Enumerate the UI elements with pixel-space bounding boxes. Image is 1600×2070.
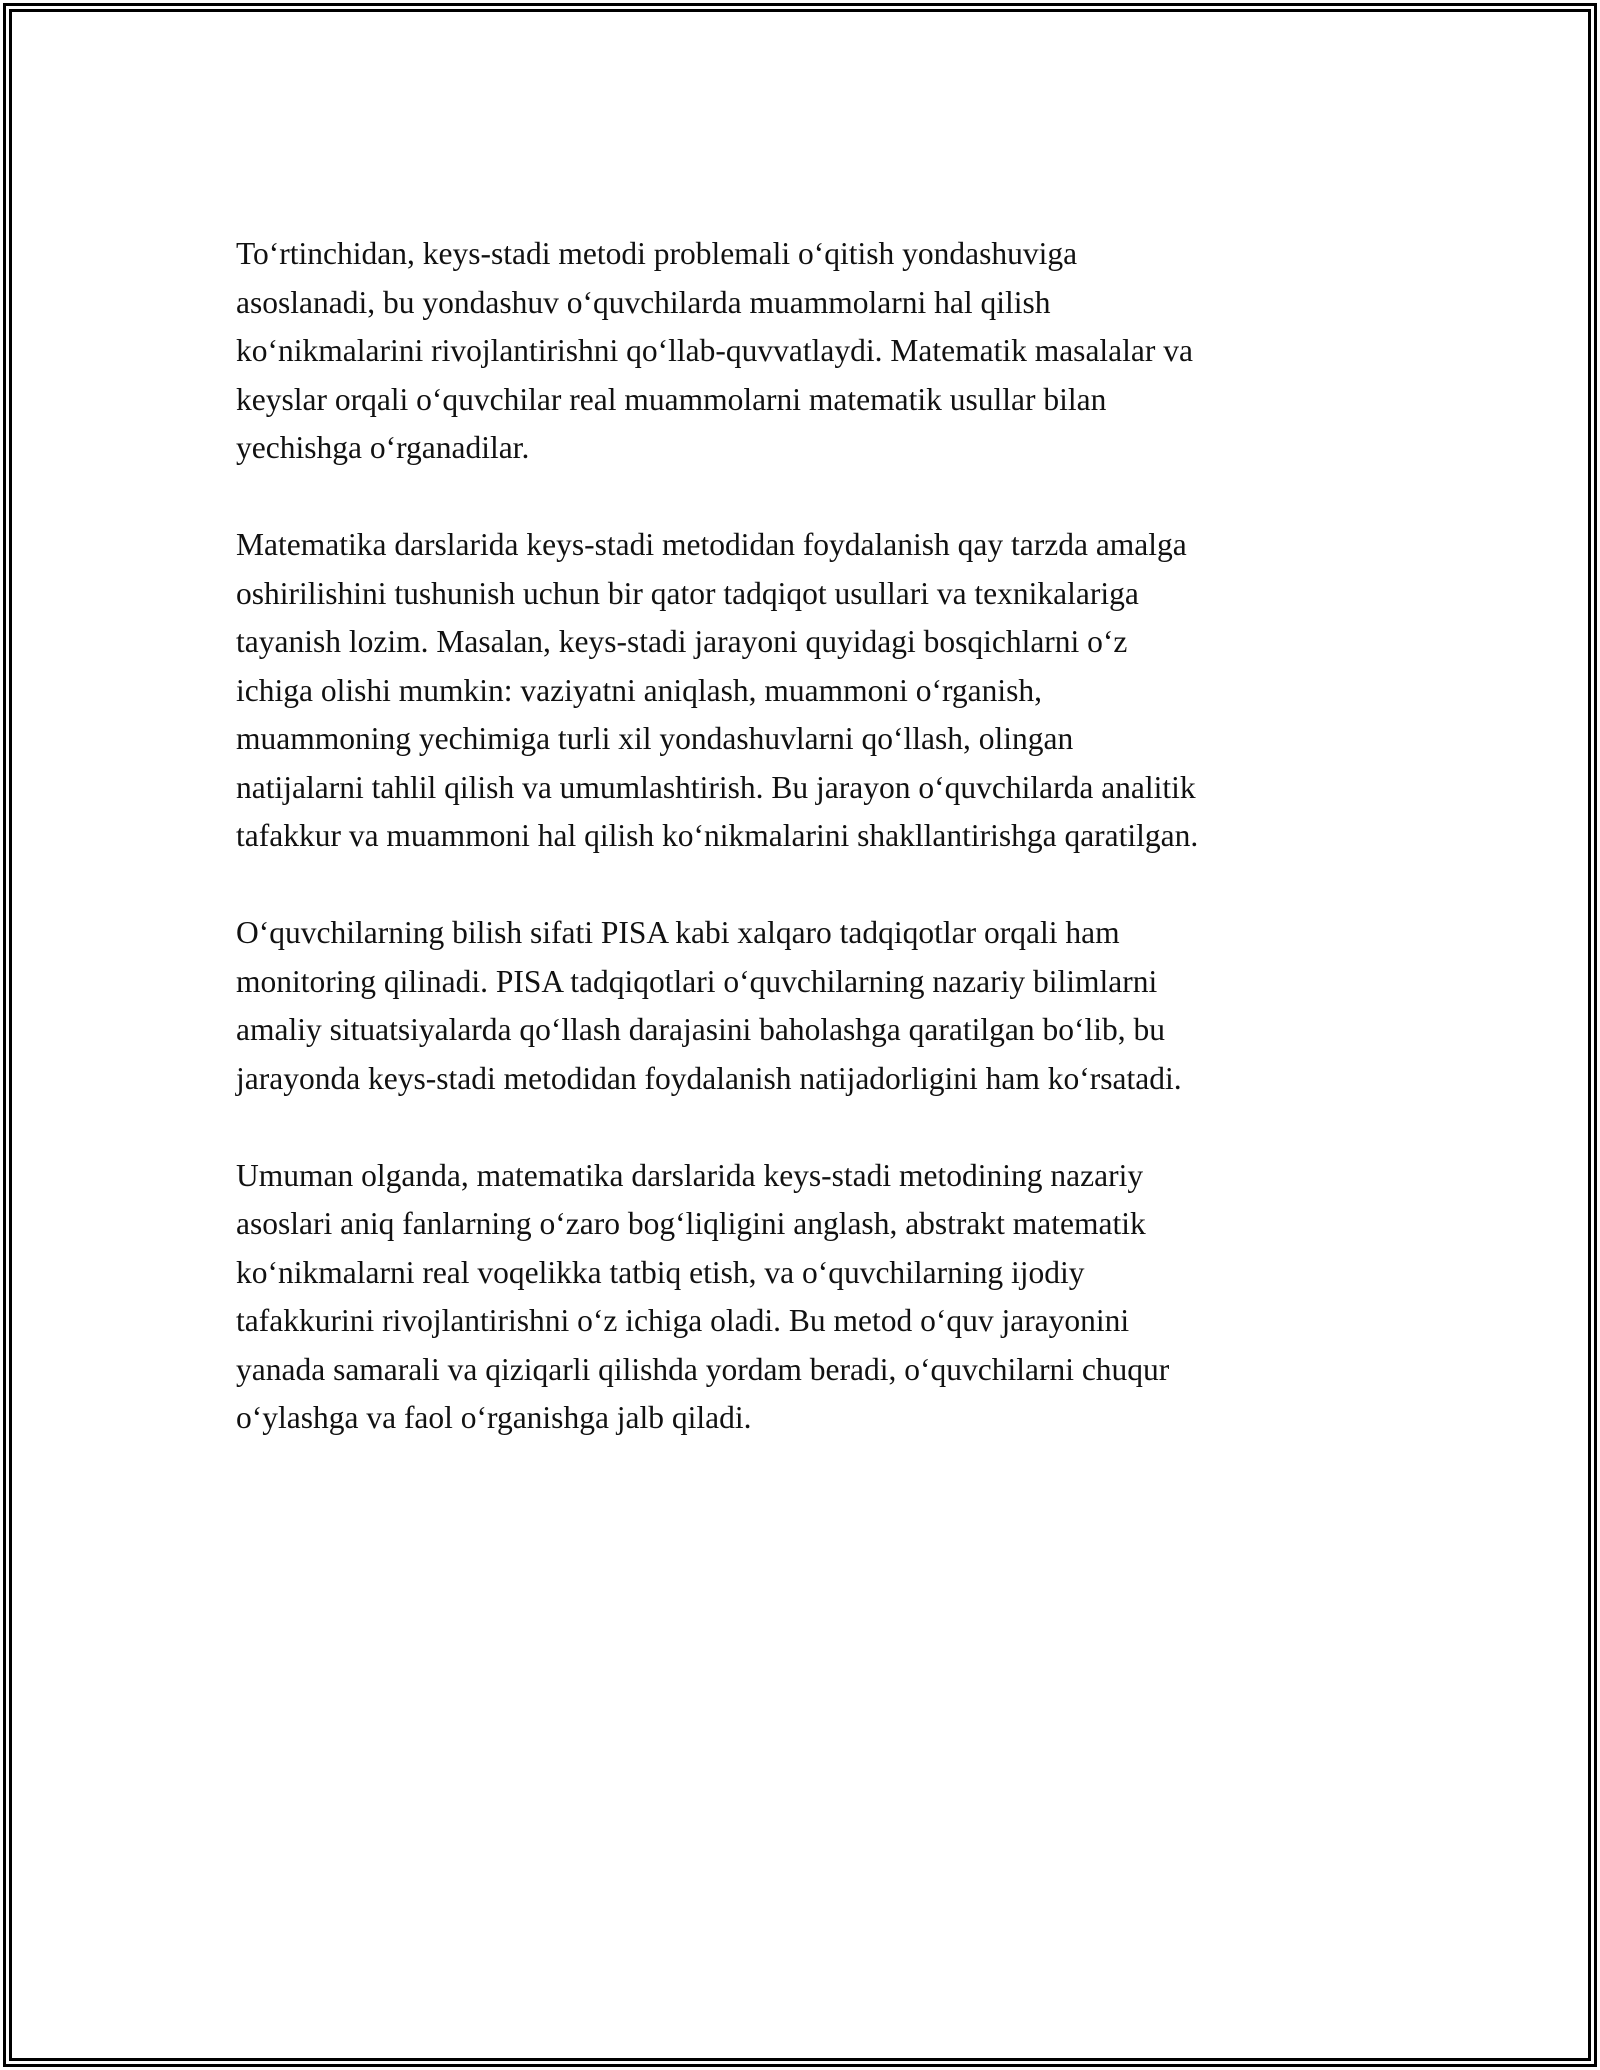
text-line: tafakkurini rivojlantirishni o‘z ichiga oladi. Bu metod o‘quv jarayonini	[236, 1303, 1130, 1338]
paragraph-4	[236, 1152, 1366, 1443]
text-line: monitoring qilinadi. PISA tadqiqotlari o‘quvchilarning nazariy bilimlarni	[236, 963, 1158, 999]
text-line: To‘rtinchidan, keys-stadi metodi problemali o‘qitish yondashuviga	[236, 236, 1078, 271]
paragraph-3	[236, 909, 1366, 1103]
text-line: Umuman olganda, matematika darslarida keys-stadi metodining nazariy	[236, 1157, 1144, 1193]
text-line: keyslar orqali o‘quvchilar real muammolarni matematik usullar bilan	[236, 381, 1107, 417]
paragraph-1	[236, 230, 1366, 473]
text-line: asoslari aniq fanlarning o‘zaro bog‘liqligini anglash, abstrakt matematik	[236, 1206, 1146, 1241]
text-line: Matematika darslarida keys-stadi metodidan foydalanish qay tarzda amalga	[236, 527, 1187, 562]
text-line: ko‘nikmalarini rivojlantirishni qo‘llab-quvvatlaydi. Matematik masalalar va	[236, 333, 1193, 368]
text-line: yanada samarali va qiziqarli qilishda yordam beradi, o‘quvchilarni chuqur	[236, 1351, 1170, 1387]
text-line: natijalarni tahlil qilish va umumlashtirish. Bu jarayon o‘quvchilarda analitik	[236, 769, 1196, 805]
text-line: jarayonda keys-stadi metodidan foydalanish natijadorligini ham ko‘rsatadi.	[236, 1060, 1182, 1096]
text-line: o‘ylashga va faol o‘rganishga jalb qiladi.	[236, 1400, 752, 1435]
text-line: amaliy situatsiyalarda qo‘llash darajasini baholashga qaratilgan bo‘lib, bu	[236, 1012, 1165, 1047]
text-line: ko‘nikmalarni real voqelikka tatbiq etish, va o‘quvchilarning ijodiy	[236, 1254, 1085, 1290]
text-line: asoslanadi, bu yondashuv o‘quvchilarda muammolarni hal qilish	[236, 284, 1051, 320]
text-line: oshirilishini tushunish uchun bir qator tadqiqot usullari va texnikalariga	[236, 575, 1139, 611]
text-line: tayanish lozim. Masalan, keys-stadi jarayoni quyidagi bosqichlarni o‘z	[236, 624, 1128, 659]
text-line: O‘quvchilarning bilish sifati PISA kabi xalqaro tadqiqotlar orqali ham	[236, 915, 1120, 950]
paragraph-2	[236, 521, 1366, 861]
text-line: muammoning yechimiga turli xil yondashuvlarni qo‘llash, olingan	[236, 721, 1074, 756]
text-line: tafakkur va muammoni hal qilish ko‘nikmalarini shakllantirishga qaratilgan.	[236, 818, 1199, 853]
text-line: yechishga o‘rganadilar.	[236, 430, 530, 465]
document-body	[236, 230, 1366, 1491]
text-line: ichiga olishi mumkin: vaziyatni aniqlash, muammoni o‘rganish,	[236, 672, 1043, 708]
